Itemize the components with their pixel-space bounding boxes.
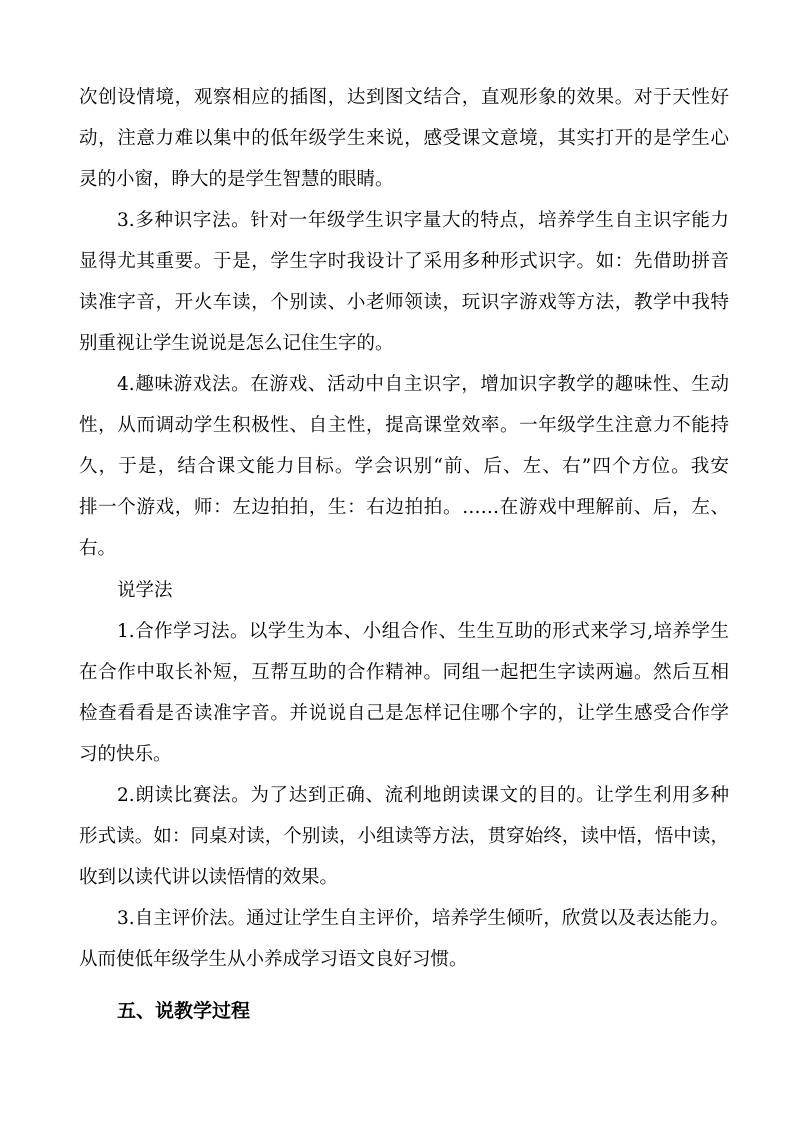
paragraph-line: 4.趣味游戏法。在游戏、活动中自主识字，增加识字教学的趣味性、生动	[117, 374, 729, 395]
section-heading: 五、说教学过程	[117, 1000, 251, 1022]
paragraph-line: 右。	[79, 538, 117, 559]
paragraph-line: 收到以读代讲以读悟情的效果。	[79, 867, 339, 888]
paragraph-line: 动，注意力难以集中的低年级学生来说，感受课文意境，其实打开的是学生心	[79, 128, 729, 149]
paragraph-line: 久，于是，结合课文能力目标。学会识别“前、后、左、右”四个方位。我安	[79, 456, 729, 477]
paragraph-line: 1.合作学习法。以学生为本、小组合作、生生互助的形式来学习,培养学生	[117, 621, 729, 642]
paragraph-line: 检查看看是否读准字音。并说说自己是怎样记住哪个字的，让学生感受合作学	[79, 703, 729, 724]
paragraph-line: 形式读。如：同桌对读，个别读，小组读等方法，贯穿始终，读中悟，悟中读，	[79, 826, 729, 847]
paragraph-line: 次创设情境，观察相应的插图，达到图文结合，直观形象的效果。对于天性好	[79, 87, 729, 108]
paragraph-line: 性，从而调动学生积极性、自主性，提高课堂效率。一年级学生注意力不能持	[79, 415, 729, 436]
paragraph-line: 别重视让学生说说是怎么记住生字的。	[79, 333, 394, 354]
paragraph-line: 从而使低年级学生从小养成学习语文良好习惯。	[79, 949, 468, 970]
paragraph-line: 灵的小窗，睁大的是学生智慧的眼睛。	[79, 169, 394, 190]
paragraph-line: 在合作中取长补短，互帮互助的合作精神。同组一起把生字读两遍。然后互相	[79, 662, 729, 683]
paragraph-line: 2.朗读比赛法。为了达到正确、流利地朗读课文的目的。让学生利用多种	[117, 785, 729, 806]
paragraph-line: 习的快乐。	[79, 744, 172, 765]
paragraph-line: 3.自主评价法。通过让学生自主评价，培养学生倾听，欣赏以及表达能力。	[117, 908, 729, 929]
paragraph-line: 显得尤其重要。于是，学生字时我设计了采用多种形式识字。如：先借助拼音	[79, 251, 729, 272]
paragraph-line: 3.多种识字法。针对一年级学生识字量大的特点，培养学生自主识字能力	[117, 210, 729, 231]
paragraph-line: 排一个游戏，师：左边拍拍，生：右边拍拍。……在游戏中理解前、后，左、	[79, 497, 729, 518]
section-label: 说学法	[117, 580, 173, 601]
paragraph-line: 读准字音，开火车读，个别读、小老师领读，玩识字游戏等方法，教学中我特	[79, 292, 729, 313]
